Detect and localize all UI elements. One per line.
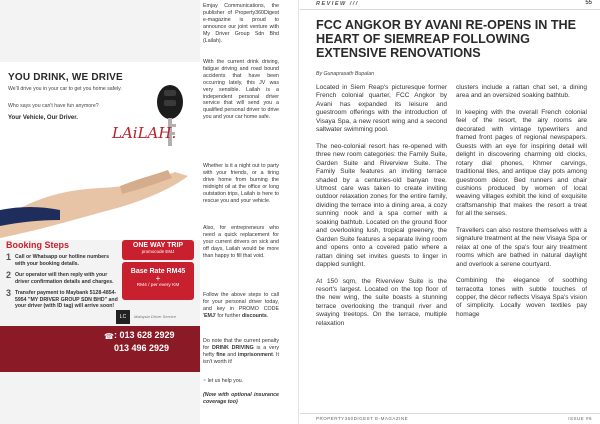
hotline-bar <box>0 326 200 372</box>
article-paragraph: Combining the elegance of soothing terracotta tones with subtle touches of copper, the décor reflects Visaya Spa's vision of simplicity. Locally woven textiles pay homage <box>456 277 587 318</box>
ad-footer-strip <box>0 372 200 424</box>
promo-paragraph <box>203 292 279 320</box>
partner-logo: LC <box>116 310 130 324</box>
lailah-advertisement <box>0 0 200 424</box>
penalty-text: Do note that the current penalty for <box>203 338 279 351</box>
hand-holding-key-image <box>0 150 200 238</box>
one-way-trip-title: ONE WAY TRIP <box>132 242 184 249</box>
per-km-rate: RM4 / per every KM <box>136 283 180 288</box>
promo-text: Follow the above steps to call for your personal driver today, and key in PROMO CODE ' <box>203 292 279 319</box>
penalty-text: is a very hefty <box>203 344 279 358</box>
ad-question: Who says you can't have fun anymore? <box>8 103 99 109</box>
section-label: REVIEW /// <box>316 1 359 7</box>
page-spine <box>298 0 299 424</box>
page-header <box>300 0 600 10</box>
article-paragraph: In keeping with the overall French colonial feel of the resort, the airy rooms are decorated with vintage typewriters and framed front pages of regional newspapers. Guests with an eye for inspiring detail will delight in discovering charming old clocks, rotary dial phones, Khmer carvings, traditional tiles, and antique clay pots among guestroom décor. Bed runners and chair cushions produced by women of local weaving villages exhibit the kind of exquisite craftsmanship that makes the resort a treat for all the senses. <box>456 108 587 218</box>
article-paragraph: Travellers can also restore themselves with a signature treatment at the new Visaya Spa or relax at one of the spa's four airy treatment rooms which are bathed in natural daylight and overlook a serene courtyard. <box>456 226 587 268</box>
ad-slogan: Your Vehicle, Our Driver. <box>8 115 78 121</box>
page-number: 55 <box>585 0 592 6</box>
booking-step-3 <box>6 290 118 310</box>
drink-driving-text: DRINK DRIVING <box>212 344 254 351</box>
promo-text: ' for further <box>214 312 242 319</box>
discounts-text: discounts <box>241 312 267 319</box>
hotline-number-2: 013 496 2929 <box>114 343 170 353</box>
article-paragraph: The neo-colonial resort has re-opened with three new room categories: the Family Suite, Garden Suite and Riverview Suite. The Family Suite features an inviting terrace shaded by a centuries-old banyan tree. Utmost care was taken to create inviting outdoor relaxation zones for the entire family, dividing the terrace into a dining area, a cozy sunning nook and a spa corner with a soaking bathtub. Located on the ground floor and overlooking lush, tropical greenery, the Garden Suite features a separate living room and opens onto a covered patio where a rattan dining set invites guests to linger in dappled sunlight. <box>316 142 447 269</box>
booking-step-2 <box>6 272 118 285</box>
promo-text: . <box>266 312 269 319</box>
article-title: FCC ANGKOR BY AVANI RE-OPENS IN THE HEART OF SIEMREAP FOLLOWING EXTENSIVE RENOVATIONS <box>316 18 577 60</box>
step-text: Call or Whatsapp our hotline numbers with your booking details. <box>15 254 109 267</box>
article-paragraph: At 150 sqm, the Riverview Suite is the resort's largest. Located on the top floor of the new wing, the suite boasts a stunning terrace overlooking the tranquil river and swaying treetops. On the terrace, multiple relaxation <box>316 277 447 327</box>
article-paragraph: Located in Siem Reap's picturesque former French colonial quarter, FCC Angkor by Avani has expanded its leisure and guestroom offerings with the introduction of Visaya Spa, a new resort wing and a second saltwater swimming pool. <box>316 84 447 134</box>
announcement-paragraph: Emjay Communications, the publisher of Property360Digest e-magazine is proud to announce our joint venture with My Driver Group Sdn Bhd (Lailah). <box>203 3 279 44</box>
hotline-number-1: : 013 628 2929 <box>114 330 175 340</box>
penalty-text: . It isn't worth it! <box>203 351 279 365</box>
step-number: 2 <box>6 270 12 280</box>
insurance-note-text: (Now with optional insurance coverage too) <box>203 392 279 405</box>
article-column-2 <box>456 84 587 327</box>
magazine-name: PROPERTY360DIGEST E-MAGAZINE <box>316 416 409 421</box>
page-footer <box>300 413 600 424</box>
imprisonment-text: imprisonment <box>237 351 273 358</box>
article-byline: By Gunaprasath Bupalan <box>316 71 374 77</box>
issue-number: ISSUE #6 <box>568 416 592 421</box>
booking-steps-heading: Booking Steps <box>6 240 70 250</box>
article-column-1 <box>316 84 447 336</box>
announcement-paragraph: Also, for entrepreneurs who need a quick replacement for your current drivers on sick and off days, Lailah would be more than happy to fill that void. <box>203 225 279 259</box>
phone-icon: ☎ <box>104 332 114 341</box>
fine-text: fine <box>216 351 226 358</box>
step-number: 1 <box>6 252 12 262</box>
lailah-announcement-column <box>203 0 283 424</box>
ad-tagline: We'll drive you in your car to get you home safely. <box>8 86 122 92</box>
announcement-paragraph: With the current drink driving, fatigue driving and road bound accidents that have been occurring lately, this JV was very sensible. Lailah is a independent personal driver service that will send you a qualified personal driver to drive you and your car home safe. <box>203 59 279 121</box>
promo-code-text: promocode EMJ <box>141 249 175 254</box>
base-rate-badge <box>122 262 194 300</box>
step-text: Transfer payment to Maybank 5128-4854-5954 "MY DRIVER GROUP SDN BHD" and your driver (with ID tag) will arrive soon! <box>15 290 118 310</box>
partner-logo-caption: Malaysia Driver Service <box>134 314 177 319</box>
ad-headline: YOU DRINK, WE DRIVE <box>8 72 123 83</box>
car-key-image <box>120 80 196 160</box>
penalty-text: and <box>225 351 238 358</box>
one-way-trip-badge <box>122 240 194 260</box>
article-paragraph: clusters include a rattan chat set, a dining area and an oversized soaking bathtub. <box>456 84 587 100</box>
booking-step-1 <box>6 254 118 267</box>
step-text: Our operator will then reply with your driver confirmation details and charges. <box>15 272 114 285</box>
step-number: 3 <box>6 288 12 298</box>
promo-code: EMJ <box>204 312 215 319</box>
lailah-logo: LAiLAH. <box>112 124 177 142</box>
announcement-paragraph: Whether is it a night out to party with your friends, or a tiring drive home from burning the midnight oil at the office or long outstation trips, Lailah is here to rescue you and your vehicle. <box>203 163 279 204</box>
plus-sign: + <box>155 274 161 283</box>
insurance-note <box>203 392 279 406</box>
penalty-paragraph <box>203 338 279 366</box>
base-rate-title: Base Rate RM45 <box>130 268 186 275</box>
help-line: ~ let us help you. <box>203 378 244 384</box>
